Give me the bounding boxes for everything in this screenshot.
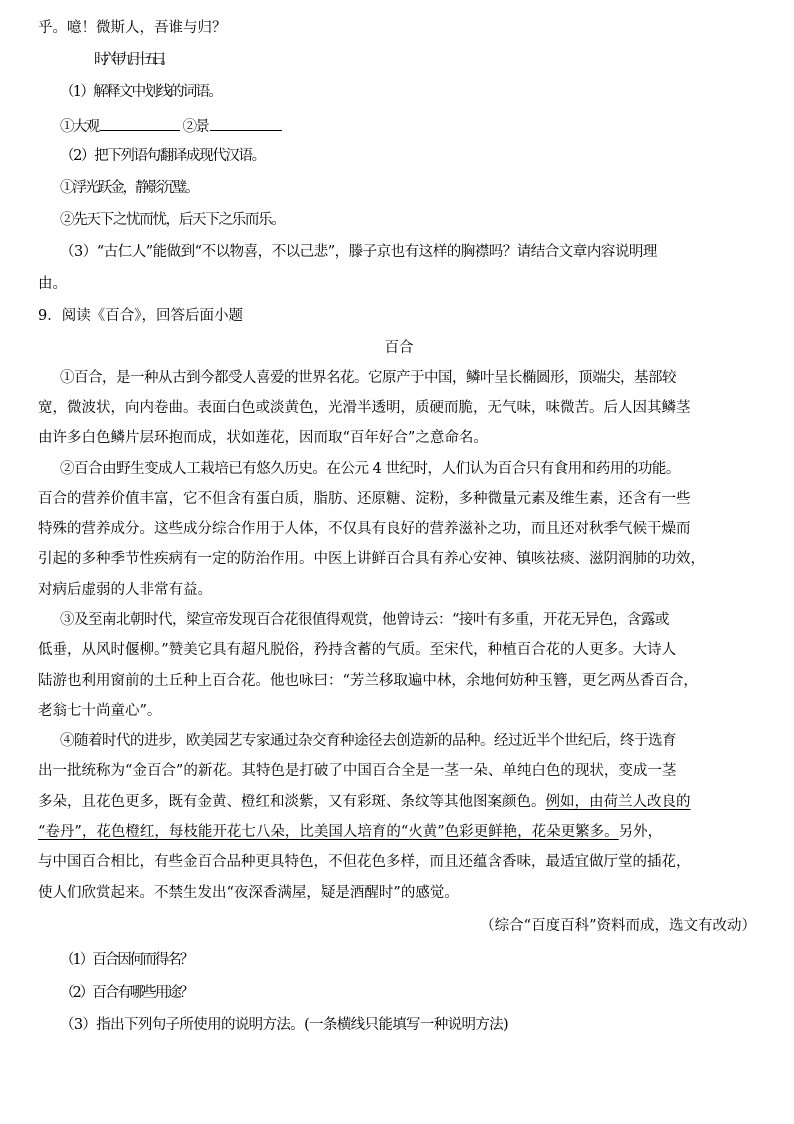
paragraph-line: 老翁七十尚童心”。 (38, 703, 162, 719)
blank-label-b: ②景 (182, 119, 209, 135)
article-title: 百合 (384, 340, 414, 356)
paragraph-line: 宽，微波状，向内卷曲。表面白色或淡黄色，光滑半透明，质硬而脆，无气味，味微苦。后人因其鳞茎 (38, 400, 691, 416)
question-2-b: ②先天下之忧而忧，后天下之乐而乐。 (60, 212, 285, 228)
date-line: 时六年九月十五日。 (94, 52, 169, 68)
sub-question-1: （1）百合因何而得名？ (60, 952, 193, 968)
paragraph-line: 低垂，从风时偃柳。”赞美它具有超凡脱俗，矜持含蓄的气质。至宋代，种植百合花的人更多。大诗人 (38, 642, 677, 658)
answer-blank-a[interactable] (100, 114, 180, 131)
paragraph-line: ③及至南北朝时代，梁宣帝发现百合花很值得观赏，他曾诗云：“接叶有多重，开花无异色，含露或 (60, 612, 669, 628)
question-1: （1）解释文中划线的词语。 (60, 84, 222, 100)
question-3-line1: （3）“古仁人”能做到“不以物喜，不以己悲”，滕子京也有这样的胸襟吗？请结合文章内容说明理 (60, 244, 657, 260)
paragraph-line: 陆游也利用窗前的土丘种上百合花。他也咏曰：“芳兰移取遍中林，余地何妨种玉簪，更乞两丛香百合， (38, 673, 698, 689)
paragraph-line: 与中国百合相比，有些金百合品种更具特色，不但花色多样，而且还蕴含香味，最适宜做厅堂的插花， (38, 854, 691, 870)
paragraph-line: 对病后虚弱的人非常有益。 (38, 582, 212, 598)
paragraph-line: 出一批统称为“金百合”的新花。其特色是打破了中国百合全是一茎一朵、单纯白色的现状，变成一茎 (38, 763, 677, 779)
paragraph-line: ①百合，是一种从古到今都受人喜爱的世界名花。它原产于中国，鳞叶呈长椭圆形，顶端尖，基部较 (60, 370, 676, 386)
paragraph-line: ④随着时代的进步，欧美园艺专家通过杂交育种途径去创造新的品种。经过近半个世纪后，终于选育 (60, 733, 676, 749)
underlined-sentence: “卷丹”，花色橙红，每枝能开花七八朵，比美国人培育的“火黄”色彩更鲜艳，花朵更繁多。 (38, 824, 619, 840)
sub-question-3: （3）指出下列句子所使用的说明方法。(一条横线只能填写一种说明方法) (60, 1017, 509, 1033)
text-line: 乎。噫！微斯人，吾谁与归？ (38, 20, 227, 36)
paragraph-line (38, 792, 760, 814)
paragraph-line: 百合的营养价值丰富，它不但含有蛋白质，脂肪、还原糖、淀粉，多种微量元素及维生素，还含有一些 (38, 491, 691, 507)
question-3-line2: 由。 (38, 276, 67, 292)
paragraph-line: 引起的多种季节性疾病有一定的防治作用。中医上讲鲜百合具有养心安神、镇咳祛痰、滋阴润肺的功效， (38, 551, 705, 567)
underlined-sentence: 例如，由荷兰人改良的 (545, 794, 691, 810)
question-2-a: ①浮光跃金，静影沉璧。 (60, 180, 198, 196)
source-note: （综合“百度百科”资料而成，选文有改动） (480, 918, 756, 934)
plain-text: 另外， (618, 824, 663, 840)
sub-question-2: （2）百合有哪些用途？ (60, 985, 193, 1001)
answer-blank-b[interactable] (210, 114, 282, 131)
question-9-heading: 9．阅读《百合》，回答后面小题 (38, 308, 243, 324)
paragraph-line: 使人们欣赏起来。不禁生发出“夜深香满屋，疑是酒醒时”的感觉。 (38, 885, 459, 901)
blank-label-a: ①大观 (60, 119, 99, 135)
question-1-blanks (60, 114, 782, 136)
paragraph-line (38, 822, 760, 844)
paragraph-line: ②百合由野生变成人工栽培已有悠久历史。在公元 4 世纪时，人们认为百合只有食用和药用的功能。 (60, 461, 680, 477)
paragraph-line: 由许多白色鳞片层环抱而成，状如莲花，因而取“百年好合”之意命名。 (38, 430, 488, 446)
question-2: （2）把下列语句翻译成现代汉语。 (60, 148, 265, 164)
paragraph-line: 特殊的营养成分。这些成分综合作用于人体，不仅具有良好的营养滋补之功，而且还对秋季气候干燥而 (38, 521, 691, 537)
plain-text: 多朵，且花色更多，既有金黄、橙红和淡紫，又有彩斑、条纹等其他图案颜色。 (38, 794, 546, 810)
